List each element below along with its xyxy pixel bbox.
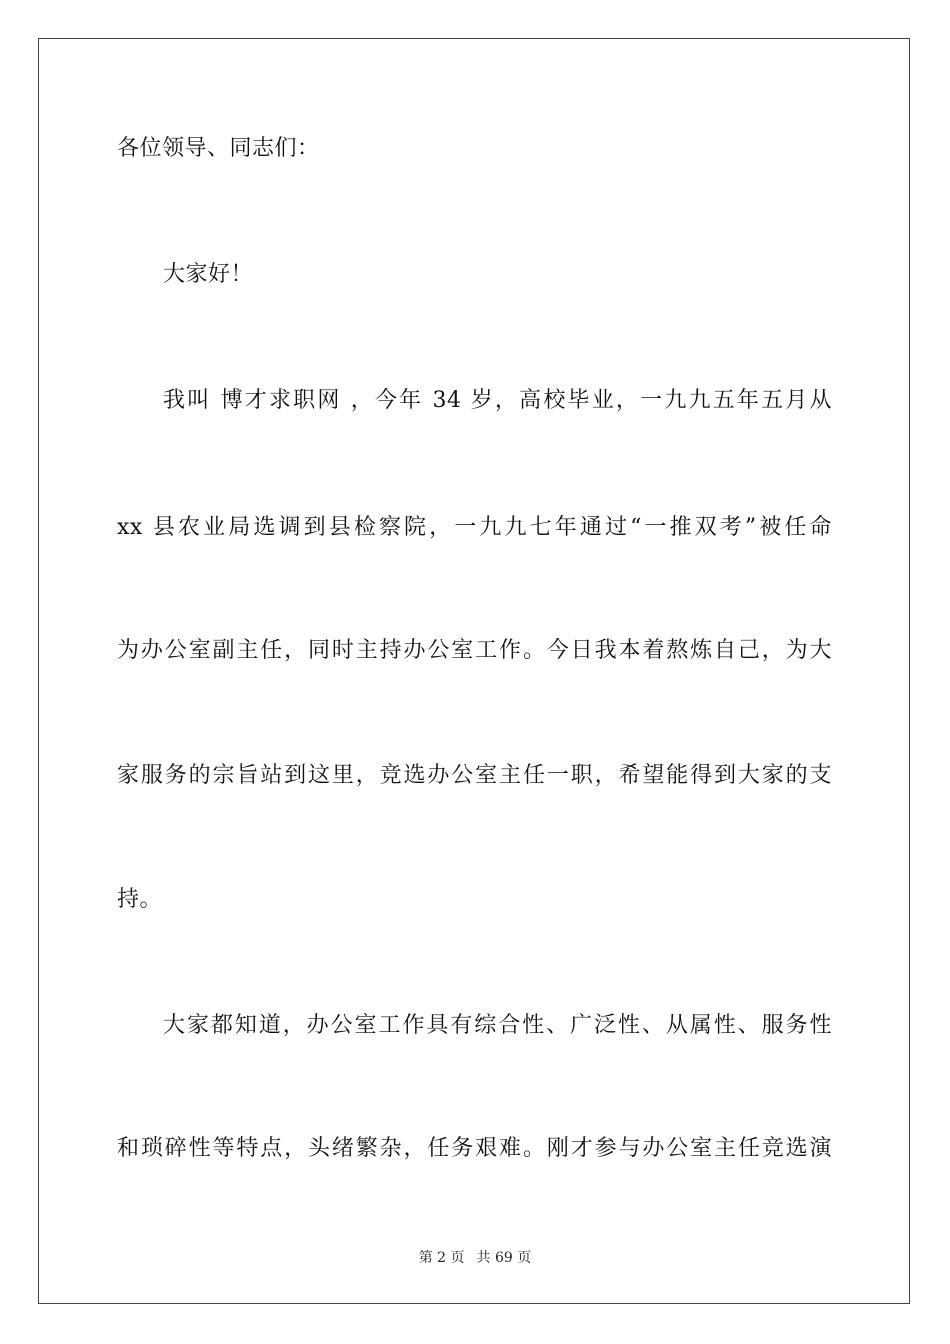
greeting-line: 大家好！ bbox=[163, 262, 254, 287]
page-border bbox=[38, 38, 910, 1304]
paragraph-line: 我叫 博才求职网 ，今年 34 岁，高校毕业，一九九五年五月从 bbox=[163, 388, 832, 413]
paragraph-line: 为办公室副主任，同时主持办公室工作。今日我本着熬炼自己，为大 bbox=[117, 638, 832, 663]
paragraph-line: xx 县农业局选调到县检察院，一九九七年通过“一推双考”被任命 bbox=[117, 515, 832, 540]
paragraph-line: 和琐碎性等特点，头绪繁杂，任务艰难。刚才参与办公室主任竞选演 bbox=[117, 1136, 832, 1161]
page-number: 第 2 页 bbox=[418, 1250, 465, 1266]
page-footer bbox=[0, 1249, 950, 1267]
salutation-line: 各位领导、同志们： bbox=[117, 136, 320, 161]
paragraph-line: 大家都知道，办公室工作具有综合性、广泛性、从属性、服务性 bbox=[163, 1013, 832, 1038]
page-total: 共 69 页 bbox=[476, 1250, 532, 1266]
paragraph-line: 家服务的宗旨站到这里，竞选办公室主任一职，希望能得到大家的支 bbox=[117, 763, 832, 788]
paragraph-line: 持。 bbox=[117, 887, 163, 912]
